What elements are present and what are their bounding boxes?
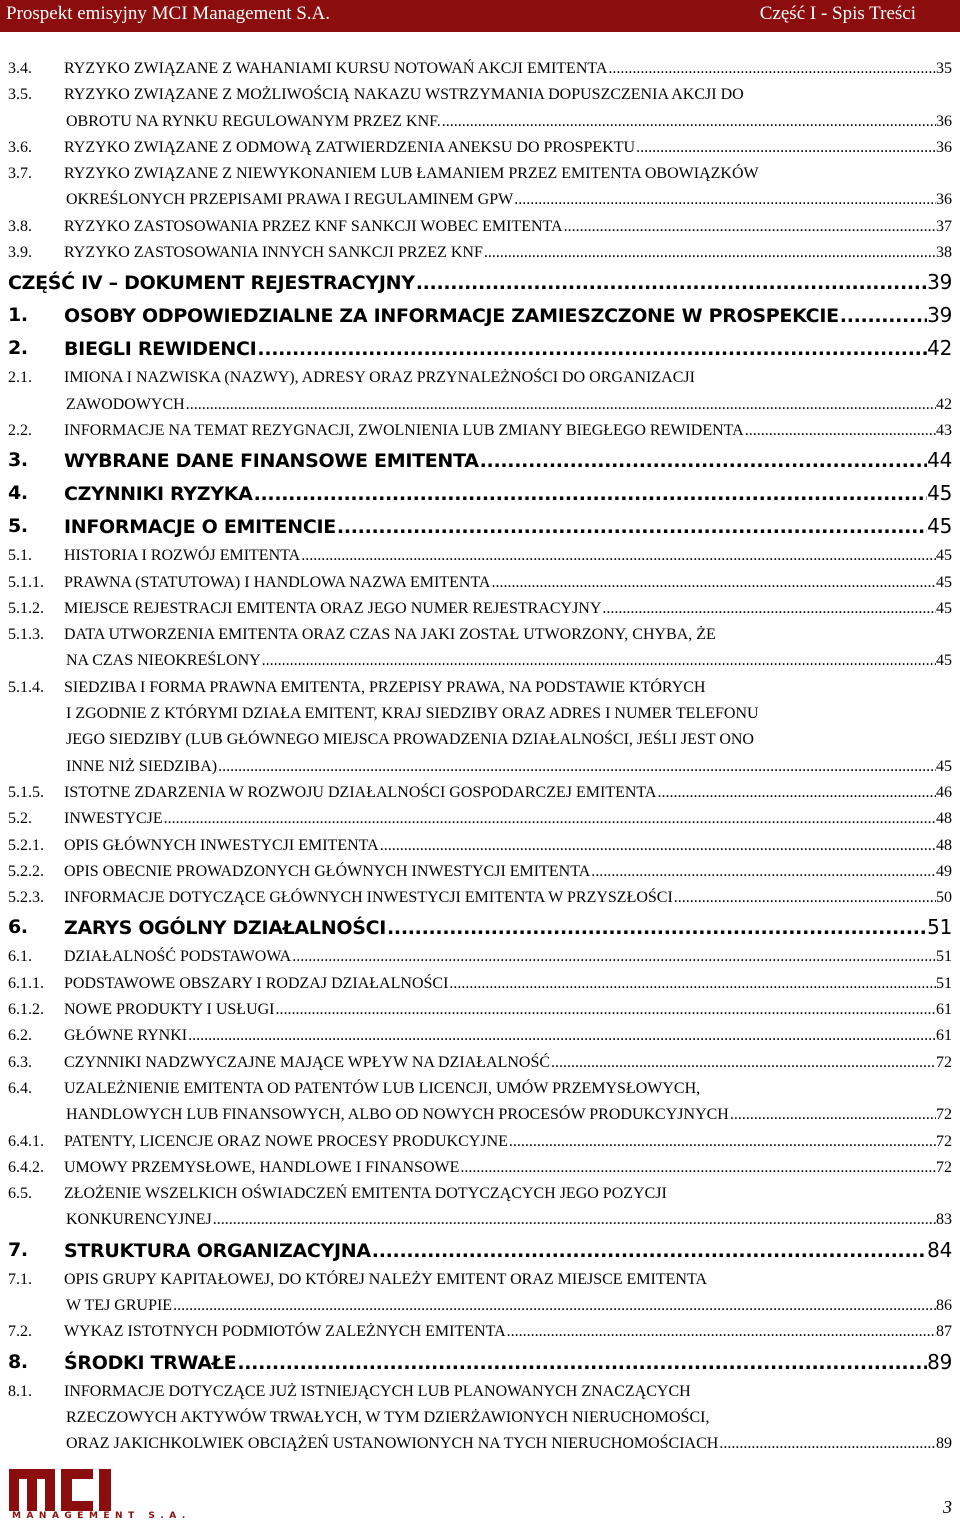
toc-entry-number: 5.1.3. (8, 626, 44, 644)
toc-entry-number: 3.5. (8, 86, 32, 104)
dot-leader (448, 971, 936, 997)
toc-entry-number: 5.2.3. (8, 889, 44, 907)
toc-section[interactable] (0, 510, 960, 543)
dot-leader (483, 240, 936, 266)
toc-entry-title: HISTORIA I ROZWÓJ EMITENTA (64, 547, 301, 565)
toc-entry-number: 4. (8, 482, 28, 505)
toc-subsection[interactable] (0, 1319, 960, 1345)
dot-leader (253, 478, 928, 510)
toc-page-number: 51 (936, 948, 952, 966)
header-document-title: Prospekt emisyjny MCI Management S.A. (6, 3, 331, 24)
toc-subsection[interactable] (0, 1076, 960, 1129)
toc-section[interactable] (0, 911, 960, 944)
toc-subsection[interactable] (0, 418, 960, 444)
toc-subsection[interactable] (0, 885, 960, 911)
toc-entry-title: HANDLOWYCH LUB FINANSOWYCH, ALBO OD NOWYCH PROCESÓW PRODUKCYJNYCH (66, 1106, 729, 1124)
toc-subsection[interactable] (0, 1267, 960, 1320)
page-number: 3 (943, 1497, 952, 1517)
toc-entry-title: INNE NIŻ SIEDZIBA) (66, 757, 218, 775)
toc-page-number: 45 (936, 547, 952, 565)
toc-part-heading[interactable] (0, 266, 960, 299)
toc-entry-number: 5.1.1. (8, 573, 44, 591)
toc-entry-title: RYZYKO ZWIĄZANE Z WAHANIAMI KURSU NOTOWAŃ AKCJI EMITENTA (64, 60, 608, 77)
dot-leader (563, 214, 936, 240)
toc-section[interactable] (0, 299, 960, 332)
toc-subsection[interactable] (0, 82, 960, 135)
dot-leader (172, 1293, 936, 1319)
toc-entry-number: 6.4.2. (8, 1158, 44, 1176)
dot-leader (256, 333, 927, 365)
toc-entry-title: OBROTU NA RYNKU REGULOWANYM PRZEZ KNF. (66, 112, 441, 130)
toc-subsection[interactable] (0, 1155, 960, 1181)
toc-entry-title: RYZYKO ZASTOSOWANIA PRZEZ KNF SANKCJI WOBEC EMITENTA (64, 217, 563, 235)
toc-entry-title: MIEJSCE REJESTRACJI EMITENTA ORAZ JEGO NUMER REJESTRACYJNY (64, 599, 602, 617)
dot-leader (673, 885, 936, 911)
toc-section[interactable] (0, 1234, 960, 1267)
toc-entry-number: 5.1.4. (8, 678, 44, 696)
toc-entry-title: WYKAZ ISTOTNYCH PODMIOTÓW ZALEŻNYCH EMITENTA (64, 1323, 506, 1341)
toc-page-number: 48 (936, 836, 952, 854)
toc-entry-number: 2. (8, 337, 28, 360)
toc-section[interactable] (0, 1346, 960, 1379)
toc-entry-title: CZYNNIKI RYZYKA (64, 483, 253, 506)
toc-page-number: 45 (927, 514, 952, 539)
dot-leader (275, 997, 937, 1023)
mci-logo (9, 1463, 121, 1517)
toc-entry-number: 5.1.5. (8, 783, 44, 801)
toc-entry-title: ZAWODOWYCH (66, 395, 185, 413)
toc-entry-title: KONKURENCYJNEJ (66, 1211, 212, 1229)
toc-page-number: 35 (936, 60, 952, 77)
dot-leader (513, 187, 936, 213)
toc-page-number: 39 (927, 303, 952, 328)
toc-page-number: 39 (927, 270, 952, 295)
toc-subsection[interactable] (0, 806, 960, 832)
dot-leader (656, 780, 936, 806)
toc-subsection[interactable] (0, 971, 960, 997)
toc-page-number: 86 (936, 1296, 952, 1314)
toc-entry-number: 6.3. (8, 1053, 32, 1071)
dot-leader (386, 912, 927, 944)
toc-subsection[interactable] (0, 596, 960, 622)
toc-entry-title: W TEJ GRUPIE (66, 1296, 173, 1314)
toc-entry-title: JEGO SIEDZIBY (LUB GŁÓWNEGO MIEJSCA PROWADZENIA DZIAŁALNOŚCI, JEŚLI JEST ONO (66, 731, 754, 749)
toc-entry-title: OSOBY ODPOWIEDZIALNE ZA INFORMACJE ZAMIESZCZONE W PROSPEKCIE (64, 305, 839, 328)
dot-leader (607, 56, 936, 82)
toc-page-number: 36 (936, 191, 952, 209)
toc-entry-title: GŁÓWNE RYNKI (64, 1027, 188, 1045)
toc-entry-title: RYZYKO ZASTOSOWANIA INNYCH SANKCJI PRZEZ KNF (64, 244, 483, 262)
toc-subsection[interactable] (0, 1050, 960, 1076)
toc-entry-title: INWESTYCJE (64, 810, 163, 828)
toc-entry-title: DATA UTWORZENIA EMITENTA ORAZ CZAS NA JAKI ZOSTAŁ UTWORZONY, CHYBA, ŻE (64, 626, 716, 644)
toc-entry-number: 8.1. (8, 1382, 32, 1400)
toc-section[interactable] (0, 477, 960, 510)
toc-page-number: 42 (936, 395, 952, 413)
dot-leader (839, 300, 927, 332)
toc-page-number: 83 (936, 1211, 952, 1229)
toc-entry-number: 6. (8, 916, 28, 939)
toc-entry-number: 3.4. (8, 60, 32, 77)
toc-page-number: 49 (936, 862, 952, 880)
toc-page-number: 89 (936, 1435, 952, 1453)
toc-subsection[interactable] (0, 833, 960, 859)
toc-entry-title: SIEDZIBA I FORMA PRAWNA EMITENTA, PRZEPISY PRAWA, NA PODSTAWIE KTÓRYCH (64, 678, 706, 696)
toc-page-number: 44 (927, 448, 952, 473)
dot-leader (163, 806, 936, 832)
dot-leader (744, 418, 936, 444)
toc-entry-title: INFORMACJE O EMITENCIE (64, 516, 336, 539)
toc-page-number: 84 (927, 1237, 952, 1262)
toc-entry-number: 5.2.1. (8, 836, 44, 854)
toc-page-number: 45 (936, 573, 952, 591)
toc-page-number: 72 (936, 1053, 952, 1071)
toc-entry-title: RYZYKO ZWIĄZANE Z NIEWYKONANIEM LUB ŁAMANIEM PRZEZ EMITENTA OBOWIĄZKÓW (64, 165, 759, 183)
toc-page-number: 45 (927, 481, 952, 506)
table-of-contents (0, 56, 960, 1457)
toc-entry-number: 5.2. (8, 810, 32, 828)
toc-entry-title: UZALEŻNIENIE EMITENTA OD PATENTÓW LUB LICENCJI, UMÓW PRZEMYSŁOWYCH, (64, 1079, 701, 1097)
page-header (0, 0, 960, 32)
toc-entry-number: 7.1. (8, 1270, 32, 1288)
toc-subsection[interactable] (0, 570, 960, 596)
dot-leader (261, 648, 936, 674)
toc-page-number: 36 (936, 138, 952, 156)
toc-section[interactable] (0, 332, 960, 365)
dot-leader (185, 392, 936, 418)
toc-entry-title: DZIAŁALNOŚĆ PODSTAWOWA (64, 948, 292, 966)
toc-page-number: 51 (927, 915, 952, 940)
toc-page-number: 51 (936, 974, 952, 992)
toc-entry-number: 2.2. (8, 421, 32, 439)
toc-entry-number: 8. (8, 1350, 28, 1373)
toc-entry-title: ORAZ JAKICHKOLWIEK OBCIĄŻEŃ USTANOWIONYCH NA TYCH NIERUCHOMOŚCIACH (66, 1435, 719, 1453)
toc-page-number: 89 (927, 1349, 952, 1374)
toc-subsection[interactable] (0, 543, 960, 569)
toc-entry-title: INFORMACJE NA TEMAT REZYGNACJI, ZWOLNIENIA LUB ZMIANY BIEGŁEGO REWIDENTA (64, 421, 744, 439)
toc-entry-number: 6.1.2. (8, 1001, 44, 1019)
dot-leader (459, 1155, 936, 1181)
toc-page-number: 38 (936, 244, 952, 262)
toc-entry-title: BIEGLI REWIDENCI (64, 338, 257, 361)
header-section-title: Część I - Spis Treści (759, 3, 916, 24)
toc-entry-title: RZECZOWYCH AKTYWÓW TRWAŁYCH, W TYM DZIERŻAWIONYCH NIERUCHOMOŚCI, (66, 1408, 710, 1426)
toc-entry-title: ZŁOŻENIE WSZELKICH OŚWIADCZEŃ EMITENTA DOTYCZĄCYCH JEGO POZYCJI (64, 1185, 667, 1203)
toc-entry-number: 3.9. (8, 244, 32, 262)
toc-entry-title: WYBRANE DANE FINANSOWE EMITENTA (64, 450, 479, 473)
toc-page-number: 45 (936, 599, 952, 617)
toc-entry-title: UMOWY PRZEMYSŁOWE, HANDLOWE I FINANSOWE (64, 1158, 460, 1176)
toc-page-number: 37 (936, 217, 952, 235)
dot-leader (490, 570, 936, 596)
toc-page-number: 46 (936, 783, 952, 801)
toc-entry-title: STRUKTURA ORGANIZACYJNA (64, 1239, 371, 1262)
toc-entry-title: CZYNNIKI NADZWYCZAJNE MAJĄCE WPŁYW NA DZIAŁALNOŚĆ (64, 1053, 551, 1071)
toc-subsection[interactable] (0, 944, 960, 970)
dot-leader (236, 1347, 927, 1379)
toc-entry-number: 5.1. (8, 547, 32, 565)
toc-entry-number: 6.2. (8, 1027, 32, 1045)
toc-subsection[interactable] (0, 675, 960, 780)
toc-subsection[interactable] (0, 240, 960, 266)
toc-entry-title: IMIONA I NAZWISKA (NAZWY), ADRESY ORAZ PRZYNALEŻNOŚCI DO ORGANIZACJI (64, 369, 695, 387)
toc-section[interactable] (0, 444, 960, 477)
dot-leader (217, 754, 936, 780)
toc-entry-number: 1. (8, 304, 28, 327)
logo-subtitle: MANAGEMENT S.A. (12, 1511, 191, 1521)
toc-entry-number: 2.1. (8, 369, 32, 387)
toc-entry-title: CZĘŚĆ IV – DOKUMENT REJESTRACYJNY (8, 272, 415, 295)
dot-leader (379, 833, 936, 859)
dot-leader (479, 445, 928, 477)
toc-entry-number: 3.6. (8, 138, 32, 156)
dot-leader (506, 1319, 936, 1345)
toc-subsection[interactable] (0, 622, 960, 675)
toc-page-number: 72 (936, 1106, 952, 1124)
toc-page-number: 61 (936, 1027, 952, 1045)
dot-leader (371, 1235, 927, 1267)
toc-entry-title: ZARYS OGÓLNY DZIAŁALNOŚCI (64, 917, 386, 940)
dot-leader (300, 543, 936, 569)
toc-subsection[interactable] (0, 997, 960, 1023)
toc-subsection[interactable] (0, 780, 960, 806)
dot-leader (187, 1023, 936, 1049)
toc-entry-number: 7.2. (8, 1323, 32, 1341)
toc-page-number: 61 (936, 1001, 952, 1019)
toc-entry-title: ŚRODKI TRWAŁE (64, 1351, 237, 1374)
toc-page-number: 50 (936, 889, 952, 907)
toc-subsection[interactable] (0, 214, 960, 240)
toc-page-number: 45 (936, 652, 952, 670)
toc-entry-title: INFORMACJE DOTYCZĄCE JUŻ ISTNIEJĄCYCH LUB PLANOWANYCH ZNACZĄCYCH (64, 1382, 691, 1400)
toc-subsection[interactable] (0, 1181, 960, 1234)
toc-entry-title: NA CZAS NIEOKREŚLONY (66, 652, 261, 670)
toc-entry-title: PODSTAWOWE OBSZARY I RODZAJ DZIAŁALNOŚCI (64, 974, 449, 992)
toc-entry-title: RYZYKO ZWIĄZANE Z MOŻLIWOŚCIĄ NAKAZU WSTRZYMANIA DOPUSZCZENIA AKCJI DO (64, 86, 744, 104)
toc-page-number: 87 (936, 1323, 952, 1341)
toc-entry-number: 6.1. (8, 948, 32, 966)
toc-entry-number: 6.5. (8, 1185, 32, 1203)
toc-entry-title: INFORMACJE DOTYCZĄCE GŁÓWNYCH INWESTYCJI EMITENTA W PRZYSZŁOŚCI (64, 889, 673, 907)
dot-leader (635, 135, 936, 161)
toc-entry-title: ISTOTNE ZDARZENIA W ROZWOJU DZIAŁALNOŚCI GOSPODARCZEJ EMITENTA (64, 783, 657, 801)
toc-entry-number: 3. (8, 449, 28, 472)
toc-entry-number: 3.8. (8, 217, 32, 235)
toc-subsection[interactable] (0, 1023, 960, 1049)
dot-leader (212, 1207, 936, 1233)
toc-subsection[interactable] (0, 365, 960, 418)
toc-entry-title: OPIS GRUPY KAPITAŁOWEJ, DO KTÓREJ NALEŻY EMITENT ORAZ MIEJSCE EMITENTA (64, 1270, 708, 1288)
toc-page-number: 48 (936, 810, 952, 828)
toc-entry-number: 5.1.2. (8, 599, 44, 617)
dot-leader (508, 1129, 936, 1155)
toc-subsection[interactable] (0, 56, 960, 82)
toc-entry-number: 7. (8, 1238, 28, 1261)
toc-subsection[interactable] (0, 161, 960, 214)
dot-leader (441, 109, 936, 135)
toc-page-number: 36 (936, 112, 952, 130)
toc-page-number: 72 (936, 1132, 952, 1150)
toc-entry-title: OKREŚLONYCH PRZEPISAMI PRAWA I REGULAMINEM GPW (66, 191, 514, 209)
dot-leader (601, 596, 936, 622)
toc-entry-title: PRAWNA (STATUTOWA) I HANDLOWA NAZWA EMITENTA (64, 573, 491, 591)
toc-page-number: 42 (927, 336, 952, 361)
dot-leader (729, 1102, 936, 1128)
toc-entry-title: OPIS OBECNIE PROWADZONYCH GŁÓWNYCH INWESTYCJI EMITENTA (64, 862, 591, 880)
toc-subsection[interactable] (0, 1379, 960, 1458)
dot-leader (291, 944, 936, 970)
toc-page-number: 45 (936, 757, 952, 775)
toc-subsection[interactable] (0, 859, 960, 885)
toc-entry-number: 6.4. (8, 1079, 32, 1097)
toc-entry-title: OPIS GŁÓWNYCH INWESTYCJI EMITENTA (64, 836, 379, 854)
toc-page-number: 43 (936, 421, 952, 439)
toc-entry-title: I ZGODNIE Z KTÓRYMI DZIAŁA EMITENT, KRAJ SIEDZIBY ORAZ ADRES I NUMER TELEFONU (66, 705, 759, 723)
toc-entry-title: RYZYKO ZWIĄZANE Z ODMOWĄ ZATWIERDZENIA ANEKSU DO PROSPEKTU (64, 138, 636, 156)
toc-entry-number: 3.7. (8, 165, 32, 183)
toc-page-number: 72 (936, 1158, 952, 1176)
toc-entry-title: PATENTY, LICENCJE ORAZ NOWE PROCESY PRODUKCYJNE (64, 1132, 508, 1150)
toc-entry-title: NOWE PRODUKTY I USŁUGI (64, 1001, 275, 1019)
dot-leader (718, 1431, 936, 1457)
toc-entry-number: 5.2.2. (8, 862, 44, 880)
dot-leader (550, 1050, 936, 1076)
toc-subsection[interactable] (0, 1129, 960, 1155)
toc-entry-number: 6.1.1. (8, 974, 44, 992)
dot-leader (415, 267, 927, 299)
toc-entry-number: 5. (8, 515, 28, 538)
dot-leader (336, 511, 927, 543)
dot-leader (590, 859, 936, 885)
toc-subsection[interactable] (0, 135, 960, 161)
toc-entry-number: 6.4.1. (8, 1132, 44, 1150)
